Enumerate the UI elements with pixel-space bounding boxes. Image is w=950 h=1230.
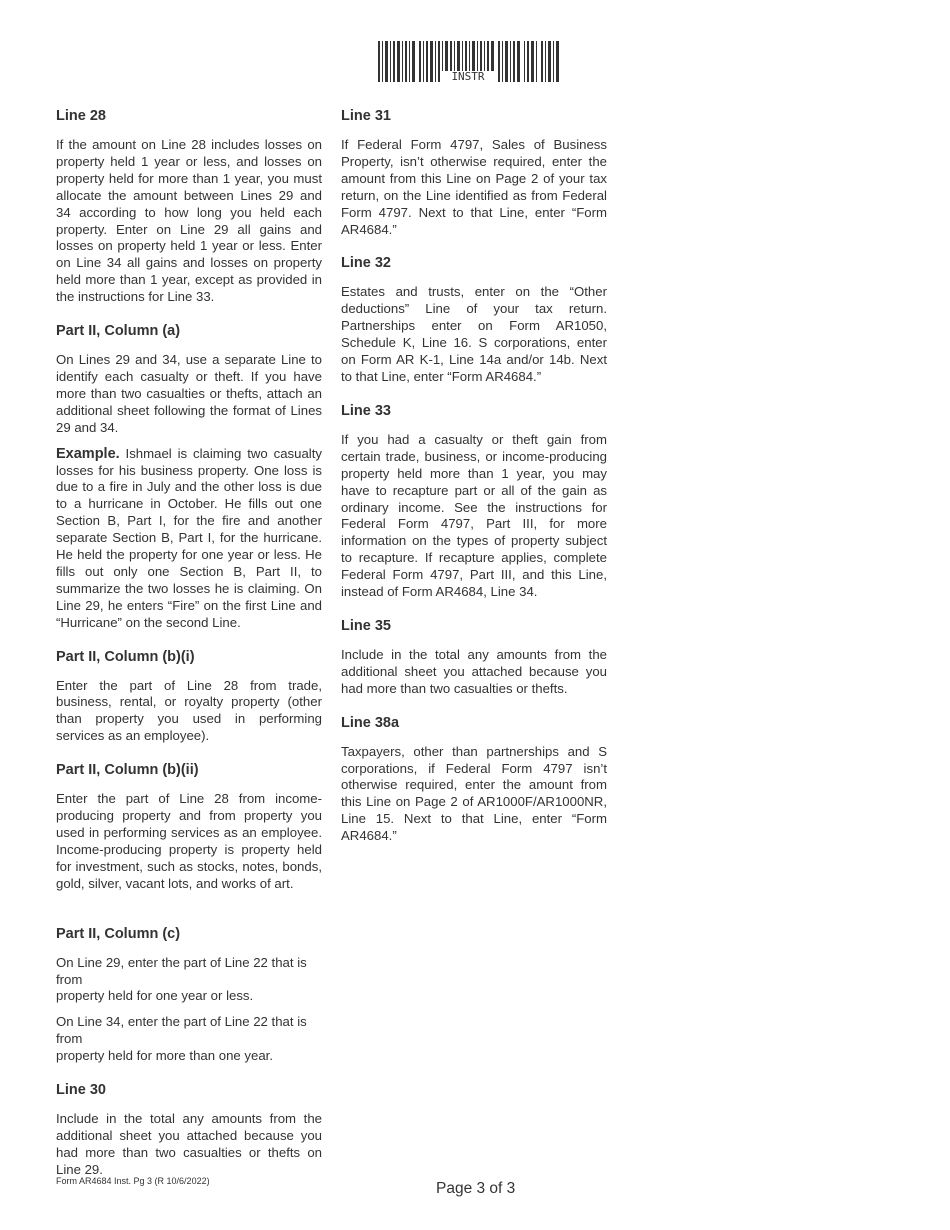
text-part2-col-c-1 [56,955,322,1006]
form-id-footer: Form AR4684 Inst. Pg 3 (R 10/6/2022) [56,1176,210,1186]
heading-line-38a: Line 38a [341,714,400,731]
right-column [341,106,607,860]
text-part2-col-bi: Enter the part of Line 28 from trade, business, rental, or royalty property (other than property you used in performing services as an employee). [56,677,322,744]
text-line-30: Include in the total any amounts from the additional sheet you attached because you had more than two casualties or thefts on Line 29. [56,1111,322,1177]
text-line-35: Include in the total any amounts from the additional sheet you attached because you had more than two casualties or thefts. [341,646,607,696]
example-paragraph [56,446,322,632]
text-part2-col-c-2b: property held for more than one year. [56,1048,273,1064]
text-part2-col-bii: Enter the part of Line 28 from income-producing property and from property you used in performing services as an employee. Income-producing property is property held for investment, such as stocks, notes, bonds, gold, silver, vacant lots, and works of art. [56,791,322,891]
text-line-33: If you had a casualty or theft gain from certain trade, business, or income-producing property held more than 1 year, you may have to recapture part or all of the gain as ordinary income. See the instructions for Federal Form 4797, Part III, for more information on the types of property subject to recapture. If recapture applies, complete Federal Form 4797, Part III, and this Line, instead of Form AR4684, Line 34. [341,431,607,600]
text-part2-col-c-2a: On Line 34, enter the part of Line 22 that is from [56,1014,307,1047]
heading-line-35: Line 35 [341,617,391,634]
heading-line-32: Line 32 [341,255,391,272]
heading-line-31: Line 31 [341,108,391,124]
text-part2-col-a: On Lines 29 and 34, use a separate Line to identify each casualty or theft. If you have more than two casualties or thefts, attach an additional sheet following the format of Lines 29 and 34. [56,352,322,435]
heading-part2-col-c: Part II, Column (c) [56,925,181,942]
heading-line-33: Line 33 [341,402,391,419]
text-line-31: If Federal Form 4797, Sales of Business Property, isn’t otherwise required, enter the amount from this Line on Page 2 of your tax return, on the Line identified as from Federal Form 4797. Next to that Line, enter “Form AR4684.” [341,137,607,237]
left-column [56,106,322,1188]
text-line-32: Estates and trusts, enter on the “Other deductions” Line of your tax return. Partnerships enter on Form AR1050, Schedule K, Line 16. S corporations, enter on Form AR K-1, Line 14a and/or 14b. Next to that Line, enter “Form AR4684.” [341,284,607,384]
heading-part2-col-a: Part II, Column (a) [56,323,181,340]
text-line-38a: Taxpayers, other than partnerships and S corporations, if Federal Form 4797 isn’t otherwise required, enter the amount from this Line on Page 2 of AR1000F/AR1000NR, Line 15. Next to that Line, enter “Form AR4684.” [341,743,607,844]
page-number: Page 3 of 3 [436,1180,516,1197]
example-label: Example. [56,445,120,462]
barcode [378,41,559,82]
heading-part2-col-bi: Part II, Column (b)(i) [56,648,195,665]
text-part2-col-c-2 [56,1014,322,1065]
heading-line-30: Line 30 [56,1082,106,1099]
example-text: Ishmael is claiming two casualty losses for his business property. One loss is due to a fire in July and the other loss is due to a hurricane in October. He fills out one Section B, Part I, for the fire and another separate Section B, Part I, for the hurricane. He held the property for one year or less. He fills out only one Section B, Part II, to summarize the two losses he is claiming. On Line 29, he enters “Fire” on the first Line and “Hurricane” on the second Line. [56,445,322,630]
text-part2-col-c-1a: On Line 29, enter the part of Line 22 that is from [56,954,307,987]
heading-part2-col-bii: Part II, Column (b)(ii) [56,762,199,779]
barcode-text: INSTR [451,70,485,82]
text-part2-col-c-1b: property held for one year or less. [56,988,254,1004]
heading-line-28: Line 28 [56,108,106,124]
text-line-28: If the amount on Line 28 includes losses on property held 1 year or less, and losses on property held for more than 1 year, you must allocate the amount between Lines 29 and 34 according to how long you held each property. Enter on Line 29 all gains and losses on property held 1 year or less. Enter on Line 34 all gains and losses on property held more than 1 year, except as provided in the instructions for Line 33. [56,137,322,305]
